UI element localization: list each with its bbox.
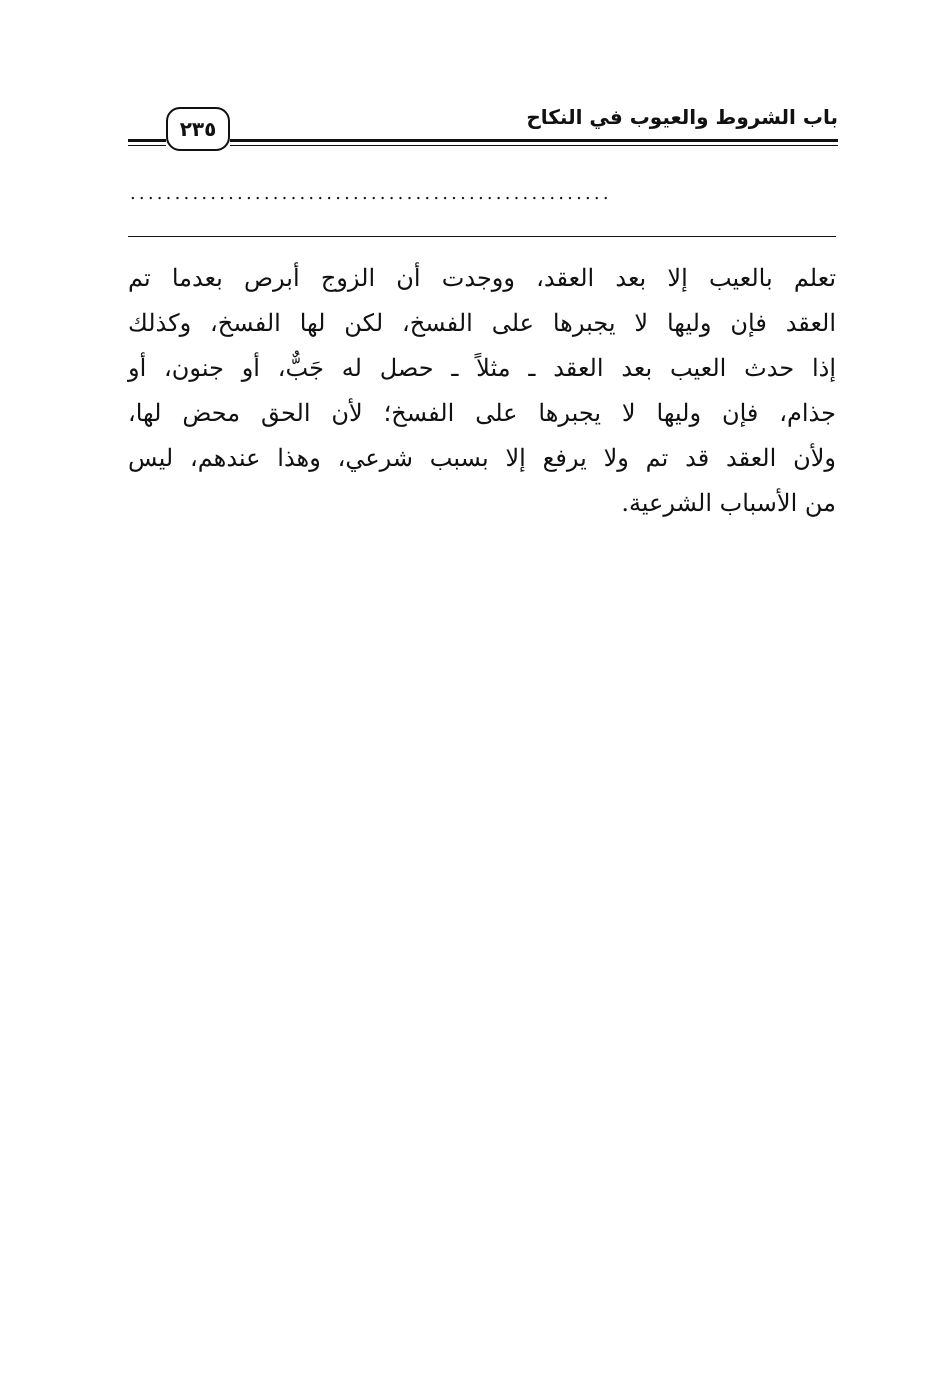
page-header — [128, 103, 838, 155]
footnote-separator-line — [128, 236, 836, 237]
header-rule-left-thick — [128, 139, 166, 142]
page-number-frame — [166, 107, 230, 151]
body-line: تعلم بالعيب إلا بعد العقد، ووجدت أن الزوج أبرص بعدما تم — [128, 264, 836, 292]
dotted-separator: ...................................................... — [130, 184, 612, 204]
body-line: ولأن العقد قد تم ولا يرفع إلا بسبب شرعي، وهذا عندهم، ليس — [128, 444, 836, 472]
header-rule-thin — [230, 145, 838, 146]
body-line: جذام، فإن وليها لا يجبرها على الفسخ؛ لأن الحق محض لها، — [128, 399, 836, 427]
body-paragraph — [128, 256, 836, 526]
body-line: العقد فإن وليها لا يجبرها على الفسخ، لكن لها الفسخ، وكذلك — [128, 309, 836, 337]
header-rule-left-thin — [128, 145, 166, 146]
header-rule-thick — [230, 139, 838, 142]
body-line: إذا حدث العيب بعد العقد ـ مثلاً ـ حصل له جَبٌّ، أو جنون، أو — [128, 354, 836, 382]
page-number: ٢٣٥ — [179, 117, 217, 141]
chapter-title: باب الشروط والعيوب في النكاح — [526, 105, 838, 129]
body-line: من الأسباب الشرعية. — [621, 489, 836, 517]
